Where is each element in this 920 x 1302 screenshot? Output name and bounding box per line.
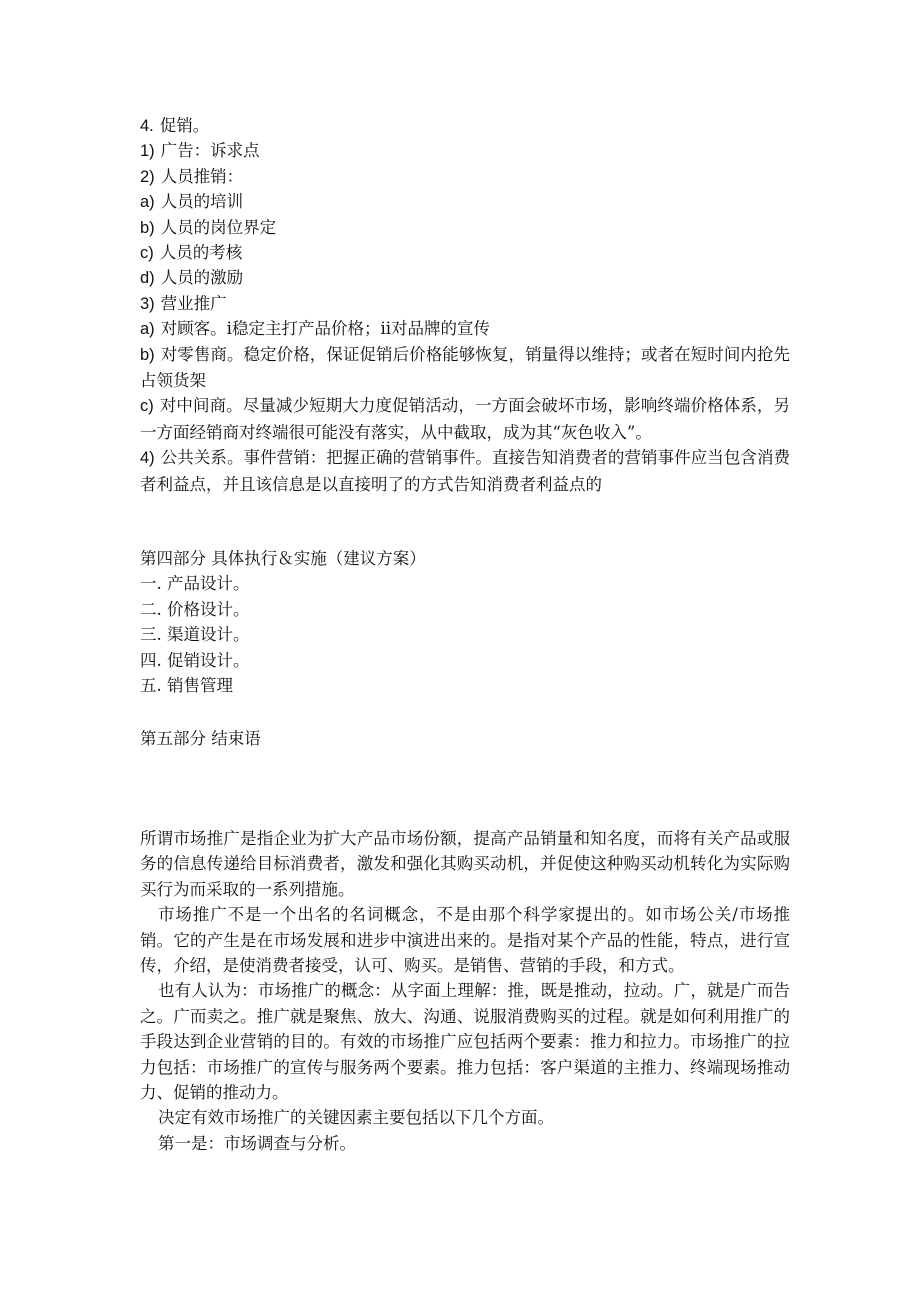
item-text: 对中间商。尽量减少短期大力度促销活动，一方面会破坏市场，影响终端价格体系，另一方面经销商对终端很可能没有落实，从中截取，成为其“灰色收入”。 xyxy=(140,396,790,442)
list-item: 三. 渠道设计。 xyxy=(140,625,250,645)
item-text: 广告：诉求点 xyxy=(160,141,260,161)
list-item: 四. 促销设计。 xyxy=(140,650,250,670)
paragraph: 也有人认为：市场推广的概念：从字面上理解：推，既是推动，拉动。广，就是广而告之。广而卖之。推广就是聚焦、放大、沟通、说服消费购买的过程。就是如何利用推广的手段达到企业营销的目的。有效的市场推广应包括两个要素：推力和拉力。市场推广的拉力包括：市场推广的宣传与服务两个要素。推力包括：客户渠道的主推力、终端现场推动力、促销的推动力。 xyxy=(140,981,790,1103)
list-item xyxy=(140,215,790,240)
list-item xyxy=(140,291,790,316)
section-heading: 第四部分 具体执行＆实施（建议方案） xyxy=(140,549,426,568)
list-item xyxy=(140,164,790,189)
item-text: 营业推广 xyxy=(160,293,227,313)
list-item: 五. 销售管理 xyxy=(140,675,233,695)
section-heading: 第五部分 结束语 xyxy=(140,729,261,748)
item-text: 促销。 xyxy=(159,116,210,135)
item-text: 公共关系。事件营销：把握正确的营销事件。直接告知消费者的营销事件应当包含消费者利益点，并且该信息是以直接明了的方式告知消费者利益点的 xyxy=(140,448,790,494)
item-label: a) xyxy=(140,320,155,339)
part4-section xyxy=(140,546,790,698)
list-item xyxy=(140,189,790,214)
paragraph: 所谓市场推广是指企业为扩大产品市场份额，提高产品销量和知名度，而将有关产品或服务的信息传递给目标消费者，激发和强化其购买动机，并促使这种购买动机转化为实际购买行为而采取的一系列措施。 xyxy=(140,829,790,899)
item-label: a) xyxy=(140,193,155,212)
item-text: 人员的考核 xyxy=(159,242,243,262)
list-item xyxy=(140,138,790,163)
list-paragraph xyxy=(140,342,790,394)
list-item xyxy=(140,316,790,341)
list-item: 二. 价格设计。 xyxy=(140,599,250,619)
list-item xyxy=(140,113,790,138)
promotion-list xyxy=(140,113,790,497)
item-label: 1) xyxy=(140,142,155,161)
item-label: d) xyxy=(140,269,155,288)
item-label: 4. xyxy=(140,117,154,135)
paragraph: 第一是：市场调查与分析。 xyxy=(158,1133,356,1153)
item-label: 3) xyxy=(140,294,155,313)
item-text: 人员的岗位界定 xyxy=(160,217,277,237)
item-text: 对顾客。ⅰ稳定主打产品价格；ⅱ对品牌的宣传 xyxy=(160,319,491,339)
part5-section xyxy=(140,726,790,751)
list-paragraph xyxy=(140,445,790,497)
item-label: b) xyxy=(140,218,155,237)
list-item xyxy=(140,265,790,290)
item-label: 2) xyxy=(140,167,155,186)
item-label: c) xyxy=(140,243,154,262)
item-text: 人员的培训 xyxy=(160,192,244,212)
item-label: b) xyxy=(140,345,155,364)
item-text: 人员推销： xyxy=(160,166,244,186)
list-paragraph xyxy=(140,393,790,445)
item-label: c) xyxy=(140,397,154,416)
item-text: 对零售商。稳定价格，保证促销后价格能够恢复，销量得以维持；或者在短时间内抢先占领货架 xyxy=(140,344,790,390)
list-item xyxy=(140,240,790,265)
paragraph: 决定有效市场推广的关键因素主要包括以下几个方面。 xyxy=(158,1108,554,1128)
item-label: 4) xyxy=(140,449,155,468)
list-item: 一. 产品设计。 xyxy=(140,574,250,594)
body-text xyxy=(140,826,790,1156)
item-text: 人员的激励 xyxy=(160,268,244,288)
paragraph: 市场推广不是一个出名的名词概念，不是由那个科学家提出的。如市场公关/市场推销。它的产生是在市场发展和进步中演进出来的。是指对某个产品的性能，特点，进行宣传，介绍，是使消费者接受，认可、购买。是销售、营销的手段，和方式。 xyxy=(140,905,790,976)
